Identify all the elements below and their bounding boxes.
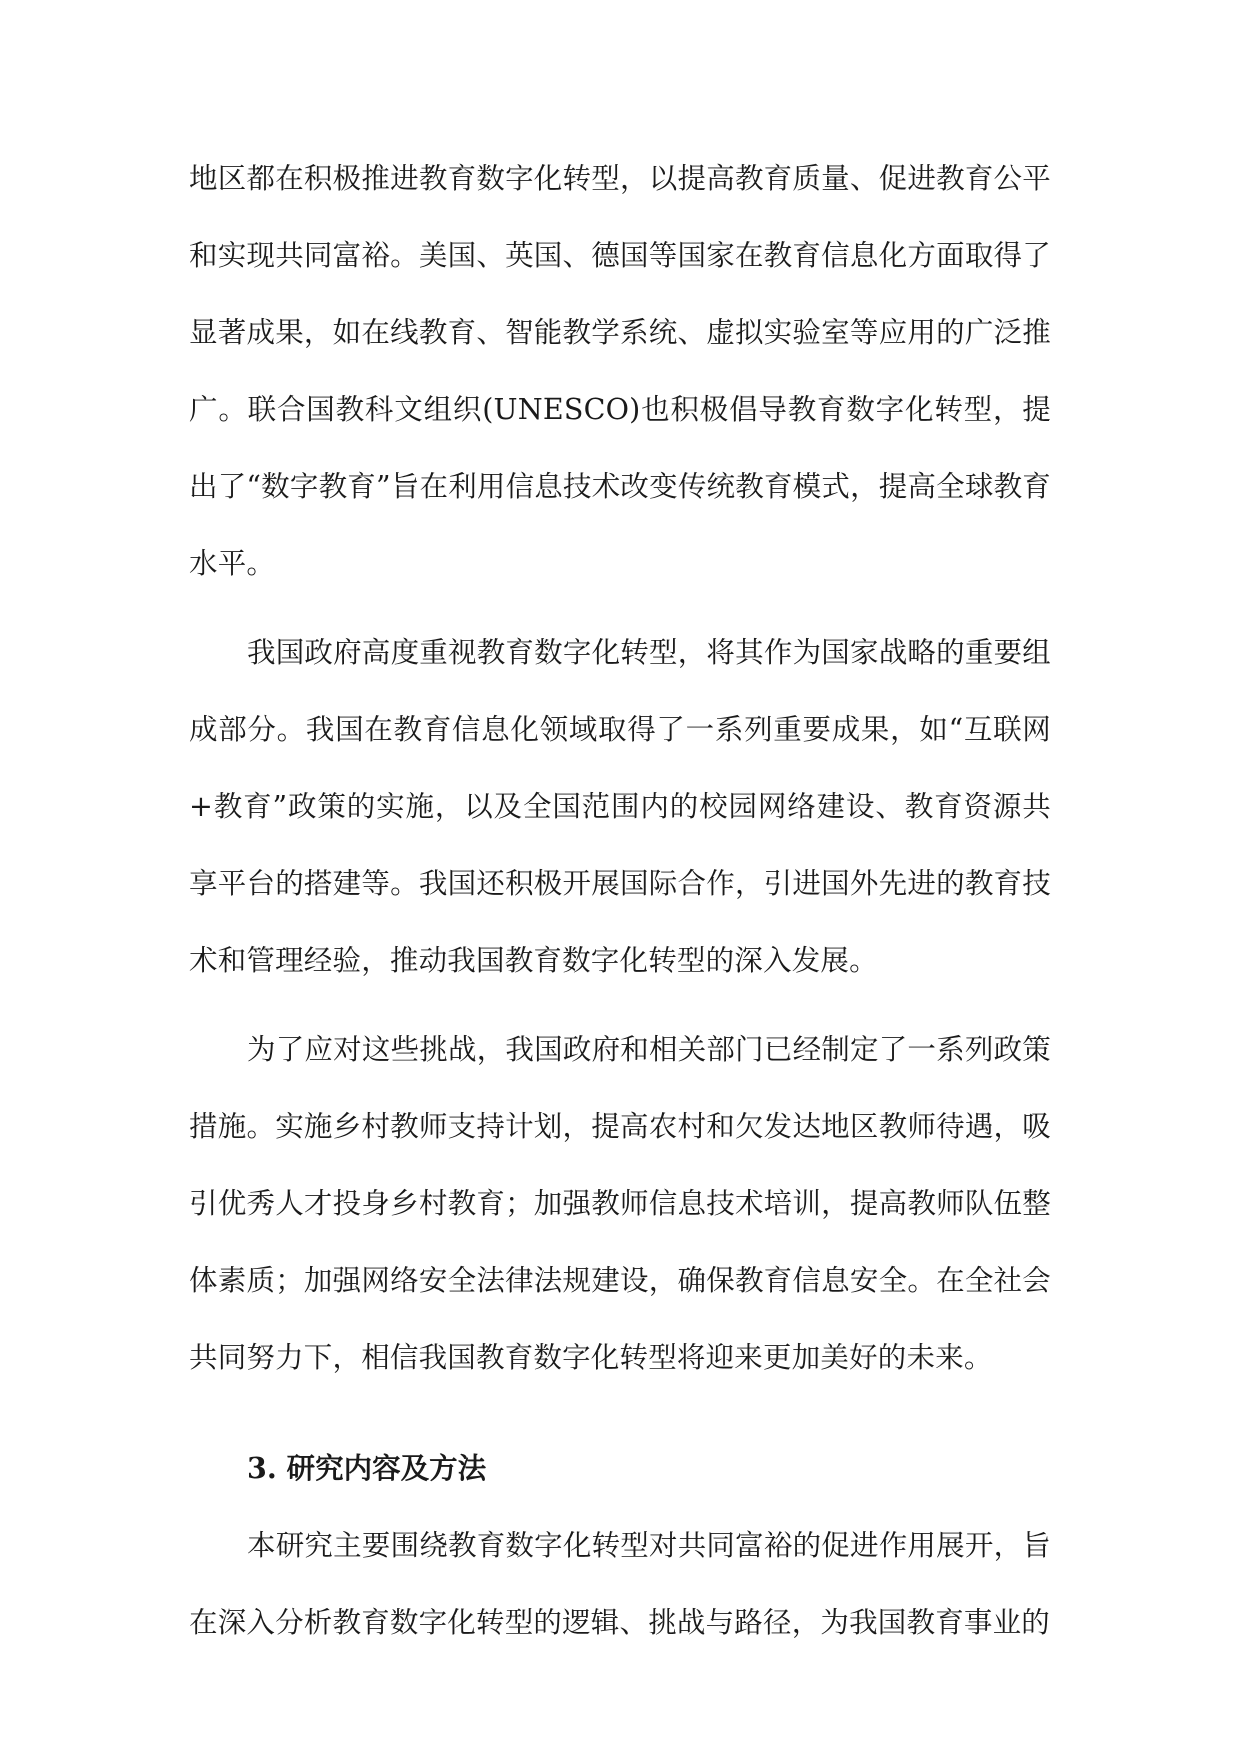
section-heading: 3. 研究内容及方法 xyxy=(247,1451,487,1485)
paragraph-national-policy: 我国政府高度重视教育数字化转型，将其作为国家战略的重要组成部分。我国在教育信息化领域取得了一系列重要成果，如“互联网+教育”政策的实施，以及全国范围内的校园网络建设、教育资源共享平台的搭建等。我国还积极开展国际合作，引进国外先进的教育技术和管理经验，推动我国教育数字化转型的深入发展。 xyxy=(189,636,1051,977)
paragraph-policy-measures: 为了应对这些挑战，我国政府和相关部门已经制定了一系列政策措施。实施乡村教师支持计划，提高农村和欠发达地区教师待遇，吸引优秀人才投身乡村教育；加强教师信息技术培训，提高教师队伍整体素质；加强网络安全法律法规建设，确保教育信息安全。在全社会共同努力下，相信我国教育数字化转型将迎来更加美好的未来。 xyxy=(189,1033,1051,1374)
section-spacer xyxy=(189,1396,1051,1430)
paragraph-international-context: 地区都在积极推进教育数字化转型，以提高教育质量、促进教育公平和实现共同富裕。美国、英国、德国等国家在教育信息化方面取得了显著成果，如在线教育、智能教学系统、虚拟实验室等应用的广泛推广。联合国教科文组织(UNESCO)也积极倡导教育数字化转型，提出了“数字教育”旨在利用信息技术改变传统教育模式，提高全球教育水平。 xyxy=(189,162,1051,580)
paragraph-research-content: 本研究主要围绕教育数字化转型对共同富裕的促进作用展开，旨在深入分析教育数字化转型的逻辑、挑战与路径，为我国教育事业的 xyxy=(189,1529,1051,1639)
paragraph-spacer xyxy=(189,602,1051,614)
page-content xyxy=(189,140,1051,1661)
paragraph-spacer xyxy=(189,999,1051,1011)
